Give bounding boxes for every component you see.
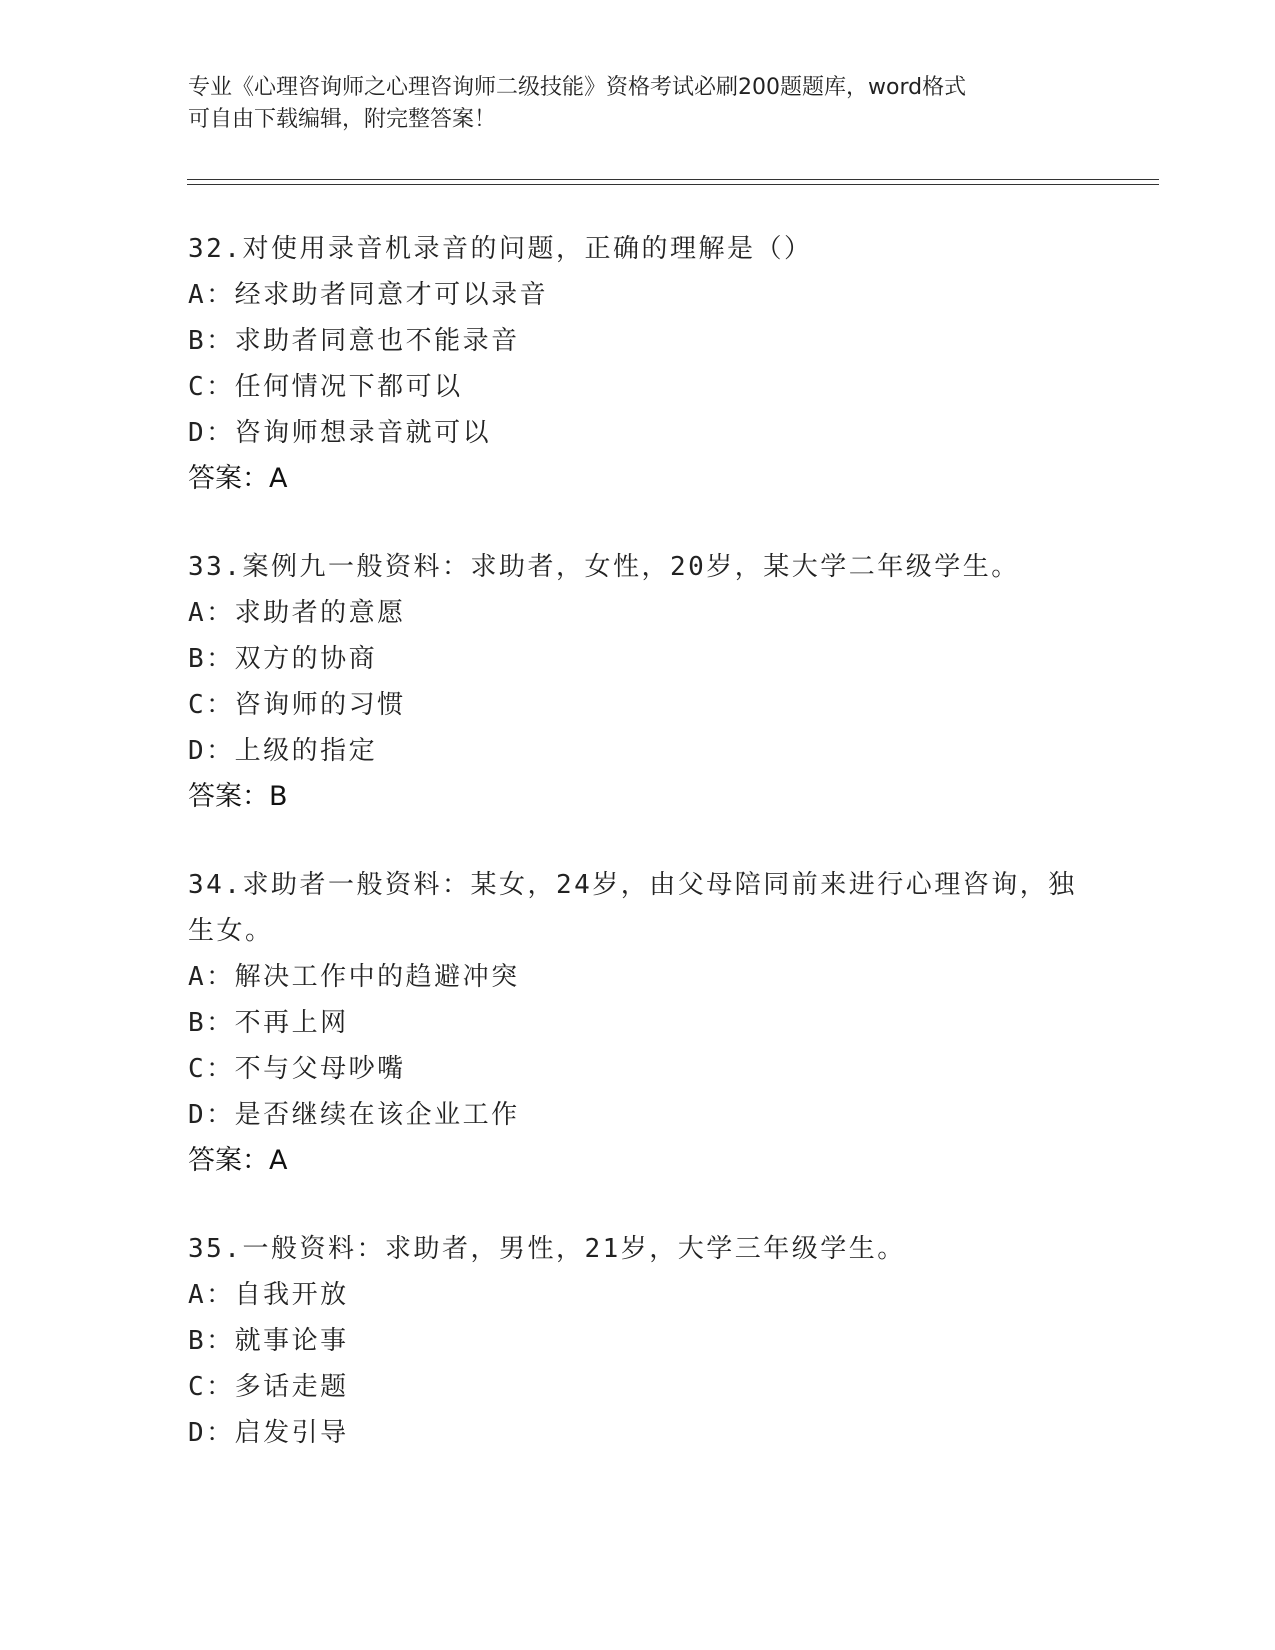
option-b: B：双方的协商 [188, 644, 378, 674]
option-c: C：任何情况下都可以 [188, 372, 463, 402]
answer-label: 答案： [188, 463, 269, 494]
question-stem: 33.案例九一般资料：求助者，女性，20岁，某大学二年级学生。 [188, 552, 1020, 582]
question-stem: 35.一般资料：求助者，男性，21岁，大学三年级学生。 [188, 1234, 906, 1264]
option-b: B：求助者同意也不能录音 [188, 326, 520, 356]
answer-line [188, 456, 1088, 502]
option-d: D：咨询师想录音就可以 [188, 418, 492, 448]
option-a: A：经求助者同意才可以录音 [188, 280, 549, 310]
option-d: D：是否继续在该企业工作 [188, 1100, 520, 1130]
answer-line [188, 774, 1088, 820]
header-line-2: 可自由下载编辑，附完整答案！ [188, 107, 497, 132]
header-line-1: 专业《心理咨询师之心理咨询师二级技能》资格考试必刷200题题库，word格式 [188, 75, 967, 100]
question-32 [188, 226, 1088, 502]
answer-value: A [269, 463, 288, 494]
option-d: D：上级的指定 [188, 736, 378, 766]
document-header [188, 72, 1088, 136]
option-a: A：自我开放 [188, 1280, 349, 1310]
option-a: A：解决工作中的趋避冲突 [188, 962, 520, 992]
answer-value: B [269, 781, 288, 812]
question-stem: 32.对使用录音机录音的问题，正确的理解是（） [188, 234, 813, 264]
option-d: D：启发引导 [188, 1418, 349, 1448]
header-divider-bottom [187, 184, 1159, 185]
question-33 [188, 544, 1088, 820]
answer-line [188, 1138, 1088, 1184]
question-stem: 34.求助者一般资料：某女，24岁，由父母陪同前来进行心理咨询，独 [188, 870, 1077, 900]
header-divider-top [187, 179, 1159, 180]
question-34 [188, 862, 1088, 1184]
option-b: B：就事论事 [188, 1326, 349, 1356]
answer-value: A [269, 1145, 288, 1176]
option-a: A：求助者的意愿 [188, 598, 406, 628]
question-stem-continued: 生女。 [188, 916, 274, 946]
option-c: C：不与父母吵嘴 [188, 1054, 406, 1084]
option-c: C：咨询师的习惯 [188, 690, 406, 720]
option-b: B：不再上网 [188, 1008, 349, 1038]
answer-label: 答案： [188, 1145, 269, 1176]
option-c: C：多话走题 [188, 1372, 349, 1402]
question-35 [188, 1226, 1088, 1456]
answer-label: 答案： [188, 781, 269, 812]
